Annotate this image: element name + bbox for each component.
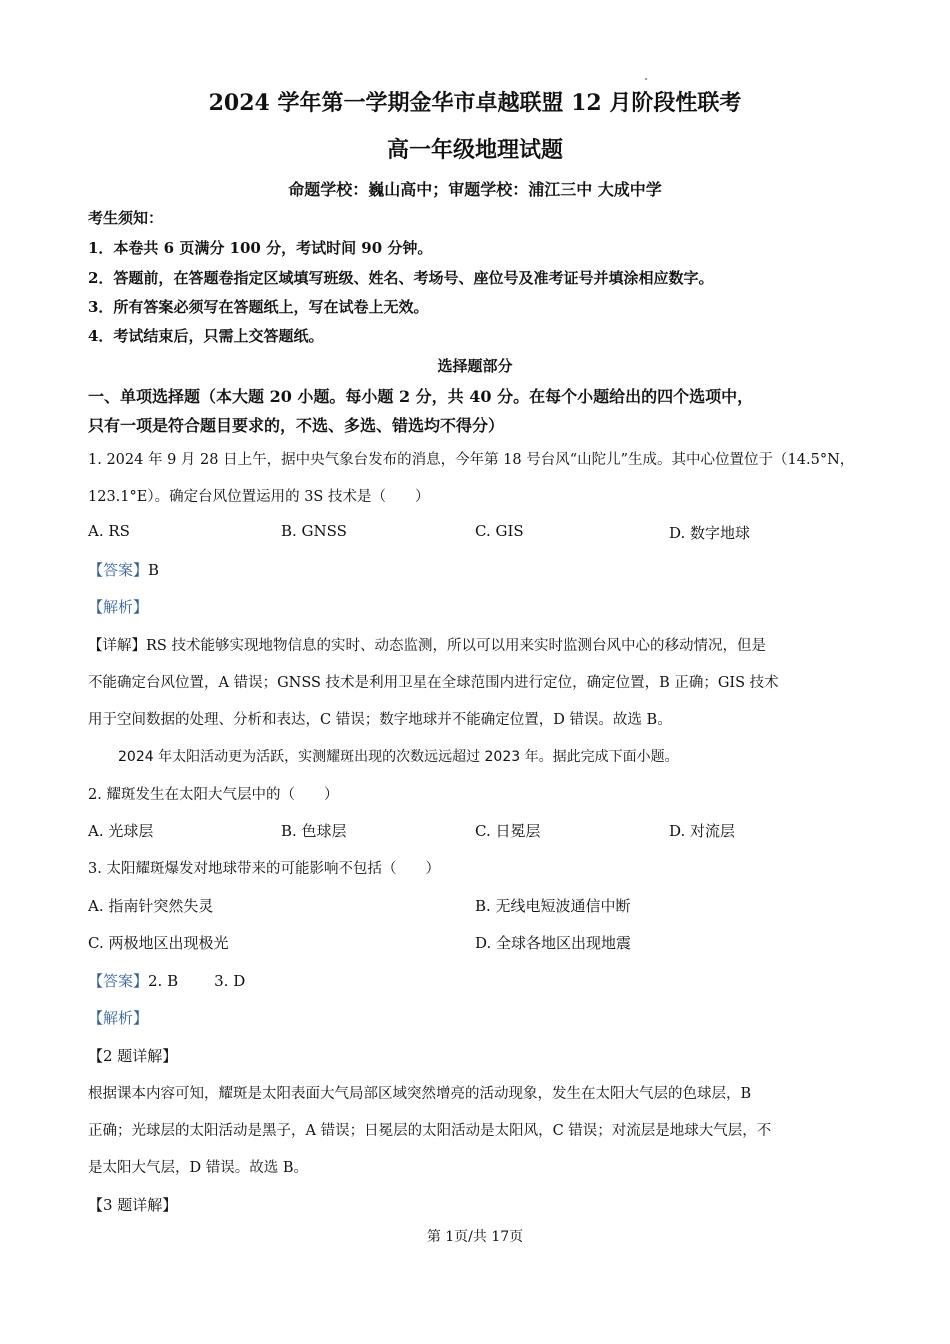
q1-detail xyxy=(88,634,766,655)
notice-item: 2．答题前，在答题卷指定区域填写班级、姓名、考场号、座位号及准考证号并填涂相应数字。 xyxy=(88,269,714,287)
section-title: 选择题部分 xyxy=(437,357,513,375)
section-instruction: 只有一项是符合题目要求的，不选、多选、错选均不得分） xyxy=(88,416,505,435)
q1-detail: 用于空间数据的处理、分析和表达，C 错误；数字地球并不能确定位置，D 错误。故选 B。 xyxy=(88,712,672,728)
answer-value: B xyxy=(148,561,160,579)
answer-q2: 2. B xyxy=(148,972,179,990)
q2-option-d: D. 对流层 xyxy=(669,822,736,840)
q1-option-b: B. GNSS xyxy=(281,522,347,540)
q2-detail-tag: 【2 题详解】 xyxy=(88,1047,178,1065)
q2-detail: 根据课本内容可知，耀斑是太阳表面大气局部区域突然增亮的活动现象，发生在太阳大气层的色球层，B xyxy=(88,1086,752,1102)
exam-title: 2024 学年第一学期金华市卓越联盟 12 月阶段性联考 xyxy=(208,90,742,116)
group-answer xyxy=(88,970,245,991)
notice-item: 1．本卷共 6 页满分 100 分，考试时间 90 分钟。 xyxy=(88,239,433,257)
section-instruction: 一、单项选择题（本大题 20 小题。每小题 2 分，共 40 分。在每个小题给出的四个选项中， xyxy=(88,387,754,406)
q2-detail: 正确；光球层的太阳活动是黑子，A 错误；日冕层的太阳活动是太阳风，C 错误；对流层是地球大气层，不 xyxy=(88,1123,772,1139)
q1-option-d: D. 数字地球 xyxy=(669,524,751,542)
notice-heading: 考生须知： xyxy=(88,209,164,227)
q1-analysis-tag: 【解析】 xyxy=(88,598,149,616)
answer-tag: 【答案】 xyxy=(88,972,149,990)
q1-stem: 123.1°E）。确定台风位置运用的 3S 技术是（ ） xyxy=(88,489,430,505)
notice-item: 3．所有答案必须写在答题纸上，写在试卷上无效。 xyxy=(88,298,429,316)
q3-option-d: D. 全球各地区出现地震 xyxy=(475,934,632,952)
detail-text: RS 技术能够实现地物信息的实时、动态监测，所以可以用来实时监测台风中心的移动情况，但是 xyxy=(146,638,766,654)
q1-option-a: A. RS xyxy=(88,522,130,540)
group-lead: 2024 年太阳活动更为活跃，实测耀斑出现的次数远远超过 2023 年。据此完成下面小题。 xyxy=(118,749,679,765)
notice-item: 4．考试结束后，只需上交答题纸。 xyxy=(88,327,324,345)
answer-q3: 3. D xyxy=(214,972,246,990)
school-line: 命题学校：巍山高中；审题学校：浦江三中 大成中学 xyxy=(288,180,662,199)
q3-stem: 3. 太阳耀斑爆发对地球带来的可能影响不包括（ ） xyxy=(88,861,440,877)
group-analysis-tag: 【解析】 xyxy=(88,1009,149,1027)
q1-stem: 1. 2024 年 9 月 28 日上午，据中央气象台发布的消息，今年第 18 号台风“山陀儿”生成。其中心位置位于（14.5°N， xyxy=(88,452,855,468)
q3-detail-tag: 【3 题详解】 xyxy=(88,1196,178,1214)
q3-option-c: C. 两极地区出现极光 xyxy=(88,934,229,952)
q3-option-b: B. 无线电短波通信中断 xyxy=(475,897,631,915)
exam-subtitle: 高一年级地理试题 xyxy=(386,137,563,163)
q2-detail: 是太阳大气层，D 错误。故选 B。 xyxy=(88,1160,308,1176)
q2-stem: 2. 耀斑发生在太阳大气层中的（ ） xyxy=(88,787,339,803)
q3-option-a: A. 指南针突然失灵 xyxy=(88,897,214,915)
q2-option-b: B. 色球层 xyxy=(281,822,347,840)
detail-tag: 【详解】 xyxy=(88,638,146,654)
answer-tag: 【答案】 xyxy=(88,561,149,579)
q1-detail: 不能确定台风位置，A 错误；GNSS 技术是利用卫星在全球范围内进行定位，确定位置，B 正确；GIS 技术 xyxy=(88,675,779,691)
q2-option-c: C. 日冕层 xyxy=(475,822,541,840)
q2-option-a: A. 光球层 xyxy=(88,822,154,840)
q1-option-c: C. GIS xyxy=(475,522,524,540)
q1-answer xyxy=(88,559,159,580)
scan-dot xyxy=(645,78,647,80)
page-number: 第 1页/共 17页 xyxy=(426,1229,524,1245)
